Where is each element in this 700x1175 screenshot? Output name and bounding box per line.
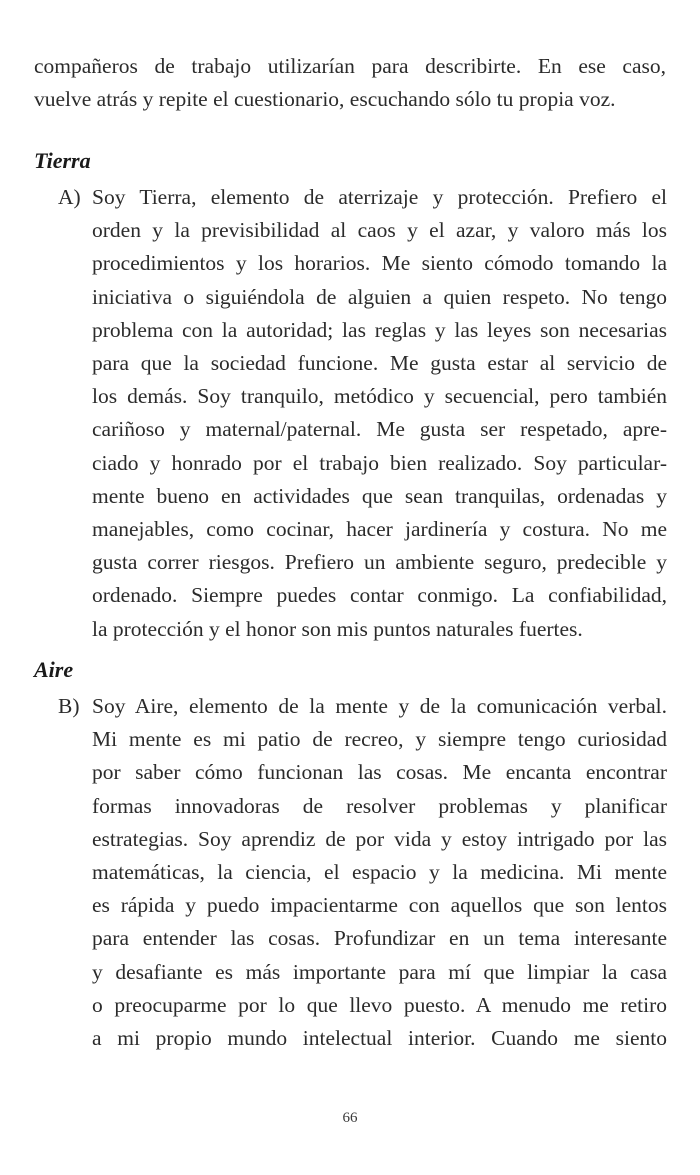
option-letter-b: B) (58, 694, 80, 718)
page-number: 66 (342, 1110, 358, 1126)
intro-paragraph (34, 50, 666, 116)
text-line: por saber cómo funcionan las cosas. Me encanta encontrar (92, 760, 667, 785)
text-line: para que la sociedad funcione. Me gusta estar al servicio de (92, 351, 667, 376)
option-letter-a: A) (58, 185, 81, 209)
text-line: Mi mente es mi patio de recreo, y siempre tengo curiosidad (92, 727, 667, 752)
text-line: la protección y el honor son mis puntos naturales fuertes. (92, 616, 583, 641)
text-line: y desafiante es más importante para mí que limpiar la casa (92, 959, 667, 984)
entry-body-aire (92, 690, 667, 1055)
text-line: iniciativa o siguiéndola de alguien a quien respeto. No tengo (92, 284, 667, 309)
text-line: matemáticas, la ciencia, el espacio y la medicina. Mi mente (92, 860, 667, 885)
text-line: Soy Aire, elemento de la mente y de la comunicación verbal. (92, 694, 667, 718)
text-line: procedimientos y los horarios. Me siento cómodo tomando la (92, 251, 667, 276)
text-line: problema con la autoridad; las reglas y las leyes son necesarias (92, 317, 667, 342)
text-line: o preocuparme por lo que llevo puesto. A menudo me retiro (92, 992, 667, 1017)
text-line: a mi propio mundo intelectual interior. Cuando me siento (92, 1026, 667, 1051)
intro-line: compañeros de trabajo utilizarían para describirte. En ese caso, (34, 54, 666, 78)
text-line: manejables, como cocinar, hacer jardinería y costura. No me (92, 517, 667, 542)
text-line: orden y la previsibilidad al caos y el azar, y valoro más los (92, 218, 667, 243)
text-line: para entender las cosas. Profundizar en un tema interesante (92, 926, 667, 951)
text-line: mente bueno en actividades que sean tranquilas, ordenadas y (92, 483, 667, 508)
text-line: estrategias. Soy aprendiz de por vida y estoy intrigado por las (92, 826, 667, 851)
entry-body-tierra (92, 181, 667, 646)
text-line: es rápida y puedo impacientarme con aquellos que son lentos (92, 893, 667, 918)
intro-line: vuelve atrás y repite el cuestionario, escuchando sólo tu propia voz. (34, 87, 616, 111)
text-line: cariñoso y maternal/paternal. Me gusta ser respetado, apre- (92, 417, 667, 442)
text-line: Soy Tierra, elemento de aterrizaje y protección. Prefiero el (92, 185, 667, 209)
text-line: formas innovadoras de resolver problemas y planificar (92, 793, 667, 818)
text-line: ciado y honrado por el trabajo bien realizado. Soy particular- (92, 450, 667, 475)
text-line: ordenado. Siempre puedes contar conmigo. La confiabilidad, (92, 583, 667, 608)
text-line: gusta correr riesgos. Prefiero un ambiente seguro, predecible y (92, 550, 667, 575)
section-heading-tierra: Tierra (34, 148, 91, 173)
section-heading-aire: Aire (34, 657, 74, 682)
text-line: los demás. Soy tranquilo, metódico y secuencial, pero también (92, 384, 667, 409)
